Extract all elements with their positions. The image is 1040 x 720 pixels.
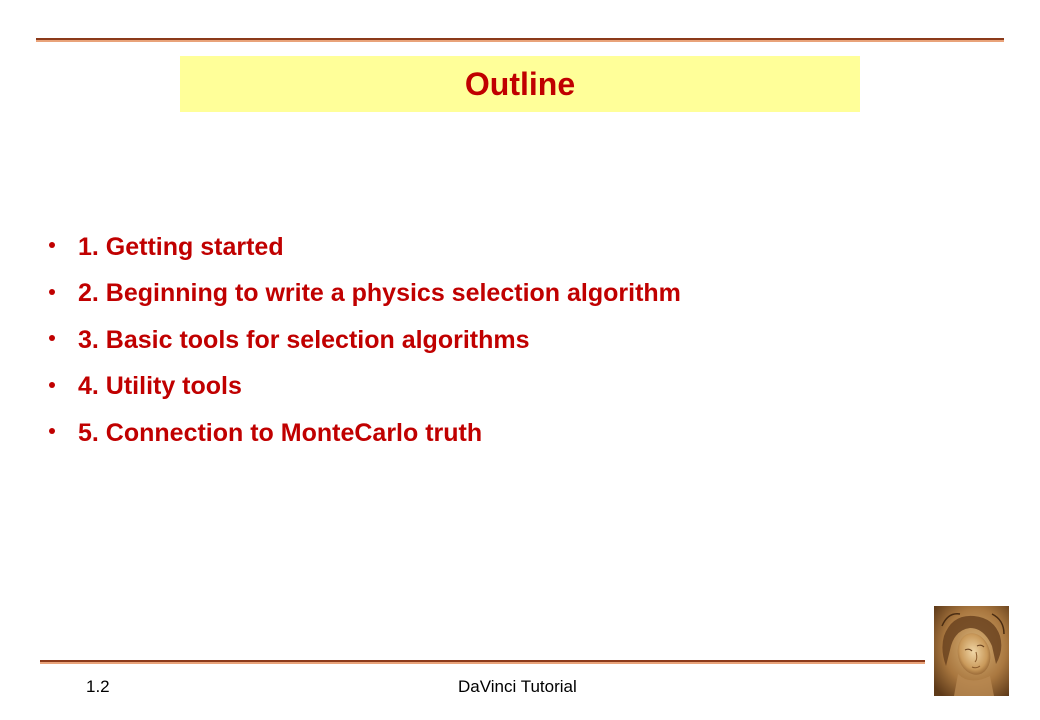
slide-number: 1.2	[86, 677, 110, 696]
footer-title: DaVinci Tutorial	[458, 677, 577, 696]
list-item	[44, 410, 681, 457]
list-item	[44, 317, 681, 364]
list-item-label: 5. Connection to MonteCarlo truth	[78, 418, 483, 447]
list-item-label: 3. Basic tools for selection algorithms	[78, 325, 530, 354]
bullet-icon	[49, 242, 55, 248]
slide-title: Outline	[464, 65, 576, 102]
top-divider-line	[36, 38, 1004, 42]
list-item	[44, 271, 681, 318]
bullet-icon	[49, 382, 55, 388]
outline-list	[44, 224, 681, 457]
bottom-divider-line	[40, 660, 925, 664]
bullet-icon	[49, 289, 55, 295]
list-item-label: 4. Utility tools	[78, 372, 242, 401]
title-banner	[180, 56, 860, 112]
list-item-label: 1. Getting started	[78, 232, 284, 261]
davinci-portrait-icon	[934, 606, 1009, 696]
list-item-label: 2. Beginning to write a physics selection algorithm	[78, 279, 681, 308]
list-item	[44, 224, 681, 271]
bullet-icon	[49, 428, 55, 434]
list-item	[44, 364, 681, 411]
bullet-icon	[49, 335, 55, 341]
